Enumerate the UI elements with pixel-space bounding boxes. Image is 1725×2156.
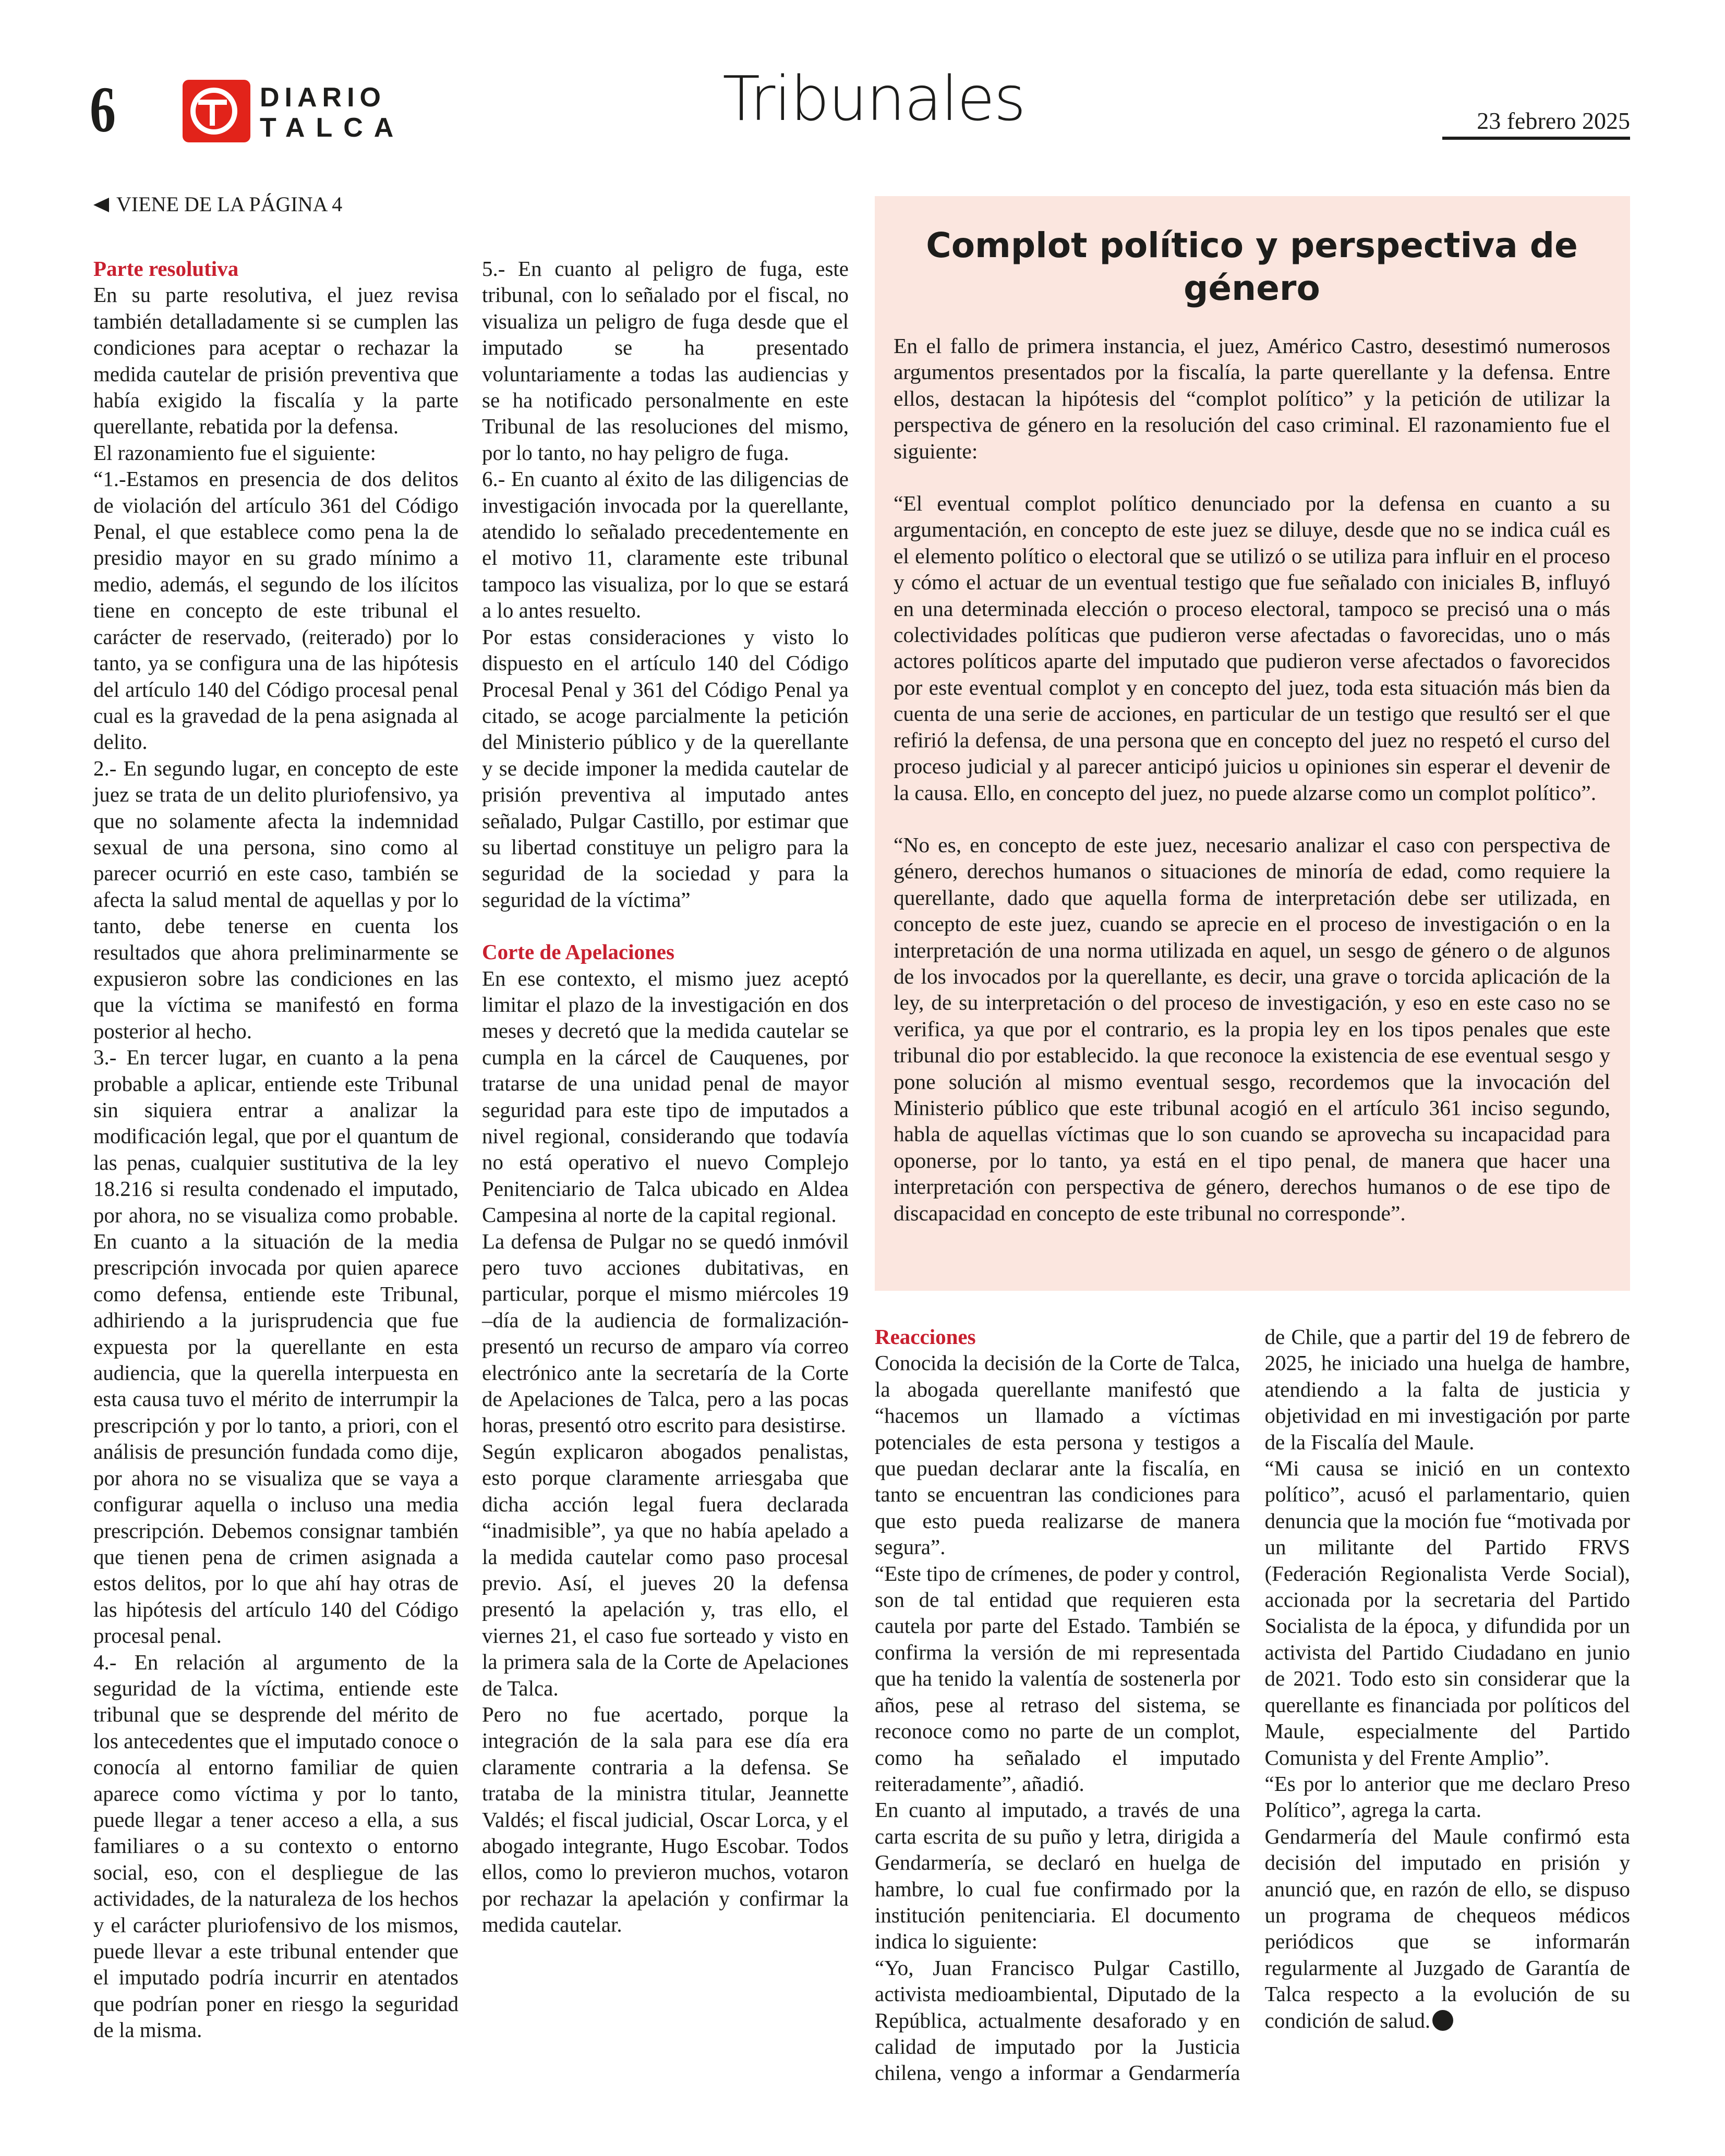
subheading-parte-resolutiva: Parte resolutiva [93, 257, 239, 281]
reacciones-section [875, 1324, 1630, 2106]
paragraph: 5.- En cuanto al peligro de fuga, este tribunal, con lo señalado por el fiscal, no visualiza un peligro de fuga desde que el imputado se ha presentado voluntariamente a todas las audiencias y se ha notificado personalmente en este Tribunal de las resoluciones del mismo, por lo tanto, no hay peligro de fuga. [482, 257, 849, 465]
continued-from [93, 192, 342, 216]
end-of-article-icon [1432, 2010, 1453, 2031]
paragraph: “Este tipo de crímenes, de poder y control, son de tal entidad que requieren esta cautela por parte del Estado. También se confirma la versión de mi representada que ha tenido la valentía de sostenerla por años, pese al retraso del sistema, se reconoce como no parte de un complot, como ha señalado el imputado reiteradamente”, añadió. [875, 1561, 1240, 1796]
sidebar-box [875, 196, 1630, 1291]
paragraph: En su parte resolutiva, el juez revisa también detalladamente si se cumplen las condiciones para aceptar o rechazar la medida cautelar de prisión preventiva que había exigido la fiscalía y la parte querellante, rebatida por la defensa. [93, 283, 459, 439]
box-title: Complot político y perspectiva de género [926, 225, 1578, 308]
issue-date: 23 febrero 2025 [1477, 107, 1630, 134]
paragraph-last [1265, 1823, 1631, 2033]
continued-from-label: VIENE DE LA PÁGINA 4 [116, 192, 343, 216]
paragraph: “Mi causa se inició en un contexto político”, acusó el parlamentario, quien denuncia que la moción fue “motivada por un militante del Partido FRVS (Federación Regionalista Verde Social), accionada por la secretaria del Partido Socialista de la época, y difundida por un activista del Partido Ciudadano en junio de 2021. Todo esto sin considerar que la querellante es financiada por políticos del Maule, especialmente del Partido Comunista y del Frente Amplio”. [1264, 1456, 1630, 1770]
logo-text [260, 82, 404, 143]
paragraph: En cuanto al imputado, a través de una carta escrita de su puño y letra, dirigida a Gendarmería, se declaró en huelga de hambre, lo cual fue confirmado por la institución penitenciaria. El documento indica lo siguiente: [875, 1798, 1240, 1954]
section-title: Tribunales [722, 63, 1025, 135]
paragraph: Pero no fue acertado, porque la integración de la sala para ese día era claramente contraria a la defensa. Se trataba de la ministra titular, Jeannette Valdés; el fiscal judicial, Oscar Lorca, y el abogado integrante, Hugo Escobar. Todos ellos, como lo previeron muchos, votaron por rechazar la apelación y confirmar la medida cautelar. [482, 1702, 849, 1937]
subheading-reacciones: Reacciones [875, 1325, 976, 1349]
paragraph: 4.- En relación al argumento de la seguridad de la víctima, entiende este tribunal que se desprende del mérito de los antecedentes que el imputado conoce o conocía al entorno familiar de quien aparece como víctima y por lo tanto, puede llegar a tener acceso a ella, a sus familiares o a su contexto o entorno social, eso, con el despliegue de las actividades, de la naturaleza de los hechos y el carácter pluriofensivo de los mismos, puede llevar a este tribunal entender que el imputado podría incurrir en atentados que podrían poner en riesgo la seguridad de la misma. [93, 1650, 459, 2042]
paragraph: La defensa de Pulgar no se quedó inmóvil pero tuvo acciones dubitativas, en particular, porque el mismo miércoles 19 –día de la audiencia de formalización- presentó un recurso de amparo vía correo electrónico ante la secretaría de la Corte de Apelaciones de Talca, pero a las pocas horas, presentó otro escrito para desistirse. [482, 1229, 849, 1437]
paragraph: En ese contexto, el mismo juez aceptó limitar el plazo de la investigación en dos meses y decretó que la medida cautelar se cumpla en la cárcel de Cauquenes, por tratarse de una unidad penal de mayor seguridad para este tipo de imputados a nivel regional, considerando que todavía no está operativo el nuevo Complejo Penitenciario de Talca ubicado en Aldea Campesina al norte de la capital regional. [482, 966, 849, 1227]
box-paragraph: En el fallo de primera instancia, el juez, Américo Castro, desestimó numerosos argumentos presentados por la fiscalía, la parte querellante y la defensa. Entre ellos, destacan la hipótesis del “complot político” y la petición de utilizar la perspectiva de género en la resolución del caso criminal. El razonamiento fue el siguiente: [894, 334, 1610, 463]
article-column-2 [482, 256, 849, 1938]
paragraph-text: Gendarmería del Maule confirmó esta decisión del imputado en prisión y anunció que, en razón de ello, se dispuso un programa de chequeos médicos periódicos que se informarán regularmente al Juzgado de Garantía de Talca respecto a la evolución de su condición de salud. [1264, 1824, 1630, 2032]
paragraph: 6.- En cuanto al éxito de las diligencias de investigación invocada por la querellante, atendido lo señalado precedentemente en el motivo 11, claramente este tribunal tampoco las visualiza, por lo que se estará a lo antes resuelto. [482, 467, 849, 623]
box-paragraph: “No es, en concepto de este juez, necesario analizar el caso con perspectiva de género, derechos humanos o situaciones de minoría de edad, como requiere la querellante, dado que aquella forma de interpretación debe ser utilizada, en concepto de este juez, cuando se aprecie en el proceso de investigación o en la interpretación de una norma utilizada en aquel, un sesgo de género o de algunos de los invocados por la querellante, es decir, una grave o torcida aplicación de la ley, de su interpretación o del proceso de investigación, y eso en este caso no se verifica, ya que por el contrario, es la propia ley en los tipos penales que este tribunal dio por establecido. la que reconoce la existencia de ese eventual sesgo y pone solución al mismo eventual sesgo, recordemos que la invocación del Ministerio público que este tribunal acogió en el artículo 361 inciso segundo, habla de aquellas víctimas que lo son cuando se aprovecha su incapacidad para oponerse, por lo tanto, ya está en el tipo penal, de manera que hacer una interpretación con perspectiva de género, derechos humanos o de ese tipo de discapacidad en concepto de este tribunal no corresponde”. [894, 832, 1610, 1225]
date-underline [1442, 137, 1630, 140]
paragraph: “Yo, Juan Francisco Pulgar Castillo, activista medioambiental, Diputado de la República, actualmente desaforado y en calidad de imputado por la Justicia chilena, vengo a informar a Gendarmería de Chile, que a partir del 19 de febrero de 2025, he iniciado una huelga de hambre, atendiendo a la falta de justicia y objetividad en mi investigación por parte de la Fiscalía del Maule. [875, 1325, 1630, 2085]
logo-line-1: DIARIO [260, 82, 386, 113]
paragraph: Por estas consideraciones y visto lo dispuesto en el artículo 140 del Código Procesal Penal y 361 del Código Penal ya citado, se acoge parcialmente la petición del Ministerio público y de la querellante y se decide imponer la medida cautelar de prisión preventiva al imputado antes señalado, Pulgar Castillo, por estimar que su libertad constituye un peligro para la seguridad de la sociedad y para la seguridad de la víctima” [482, 624, 849, 912]
paragraph: Según explicaron abogados penalistas, esto porque claramente arriesgaba que dicha acción legal fuera declarada “inadmisible”, ya que no había apelado a la medida cautelar como paso procesal previo. Así, el jueves 20 la defensa presentó la apelación y, tras ello, el viernes 21, el caso fue sorteado y visto en la primera sala de la Corte de Apelaciones de Talca. [482, 1439, 849, 1700]
paragraph: “Es por lo anterior que me declaro Preso Político”, agrega la carta. [1264, 1771, 1630, 1822]
article-column-1 [93, 256, 459, 2043]
paragraph: 2.- En segundo lugar, en concepto de este juez se trata de un delito pluriofensivo, ya que no solamente afecta la indemnidad sexual de una persona, sino como al parecer ocurrió en este caso, también se afecta la salud mental de aquellas y por lo tanto, debe tenerse en cuenta los resultados que ahora preliminarmente se expusieron sobre las condiciones en las que la víctima se manifestó en forma posterior al hecho. [93, 756, 459, 1043]
paragraph: “1.-Estamos en presencia de dos delitos de violación del artículo 361 del Código Penal, el que establece como pena la de presidio mayor en su grado mínimo a medio, además, el segundo de los ilícitos tiene en concepto de este tribunal el carácter de reservado, (reiterado) por lo tanto, ya se configura una de las hipótesis del artículo 140 del Código procesal penal cual es la gravedad de la pena asignada al delito. [93, 467, 459, 754]
logo-line-2: TALCA [260, 113, 405, 143]
paragraph: El razonamiento fue el siguiente: [93, 440, 376, 465]
box-paragraph: “El eventual complot político denunciado por la defensa en cuanto a su argumentación, en concepto de este juez se diluye, desde que no se indica cuál es el elemento político o electoral que se utilizó o se utiliza para influir en el proceso y cómo el actuar de un eventual testigo que fue señalado con iniciales B, influyó en una determinada elección o proceso electoral, tampoco se precisó una o más colectividades políticas que pudieron verse afectadas o favorecidas, uno o más actores políticos aparte del imputado que pudieron verse afectados o favorecidos por este eventual complot y en concepto del juez, toda esta situación más bien da cuenta de una serie de acciones, en particular de un testigo que resultó ser el que refirió la defensa, de una persona que en concepto del juez no respetó el curso del proceso judicial y al parecer anticipó juicios u opiniones sin esperar el devenir de la causa. Ello, en concepto del juez, no puede alzarse como un complot político”. [894, 491, 1610, 805]
page-number: 6 [90, 74, 116, 146]
paragraph: 3.- En tercer lugar, en cuanto a la pena probable a aplicar, entiende este Tribunal sin siquiera entrar a analizar la modificación legal, que por el quantum de las penas, cualquier sustitutiva de la ley 18.216 si resulta condenado el imputado, por ahora, no se visualiza como probable. En cuanto a la situación de la media prescripción invocada por quien aparece como defensa, entiende este Tribunal, adhiriendo a la jurisprudencia que fue expuesta por la querellante en esta audiencia, que la querella interpuesta en esta causa tuvo el mérito de interrumpir la prescripción y por lo tanto, a priori, con el análisis de presunción fundada como dije, por ahora no se visualiza que se vaya a configurar aquella o incluso una media prescripción. Debemos consignar también que tienen pena de crimen asignada a estos delitos, por lo que ahí hay otras de las hipótesis del artículo 140 del Código procesal penal. [93, 1045, 459, 1648]
paragraph: Conocida la decisión de la Corte de Talca, la abogada querellante manifestó que “hacemos un llamado a víctimas potenciales de esta persona y testigos a que puedan declarar ante la fiscalía, en tanto se encuentran las condiciones para que esto pueda realizarse de manera segura”. [875, 1351, 1240, 1559]
subheading-corte-de-apelaciones: Corte de Apelaciones [482, 940, 674, 964]
diario-talca-logo-icon [183, 80, 250, 142]
arrow-left-icon [93, 198, 109, 212]
